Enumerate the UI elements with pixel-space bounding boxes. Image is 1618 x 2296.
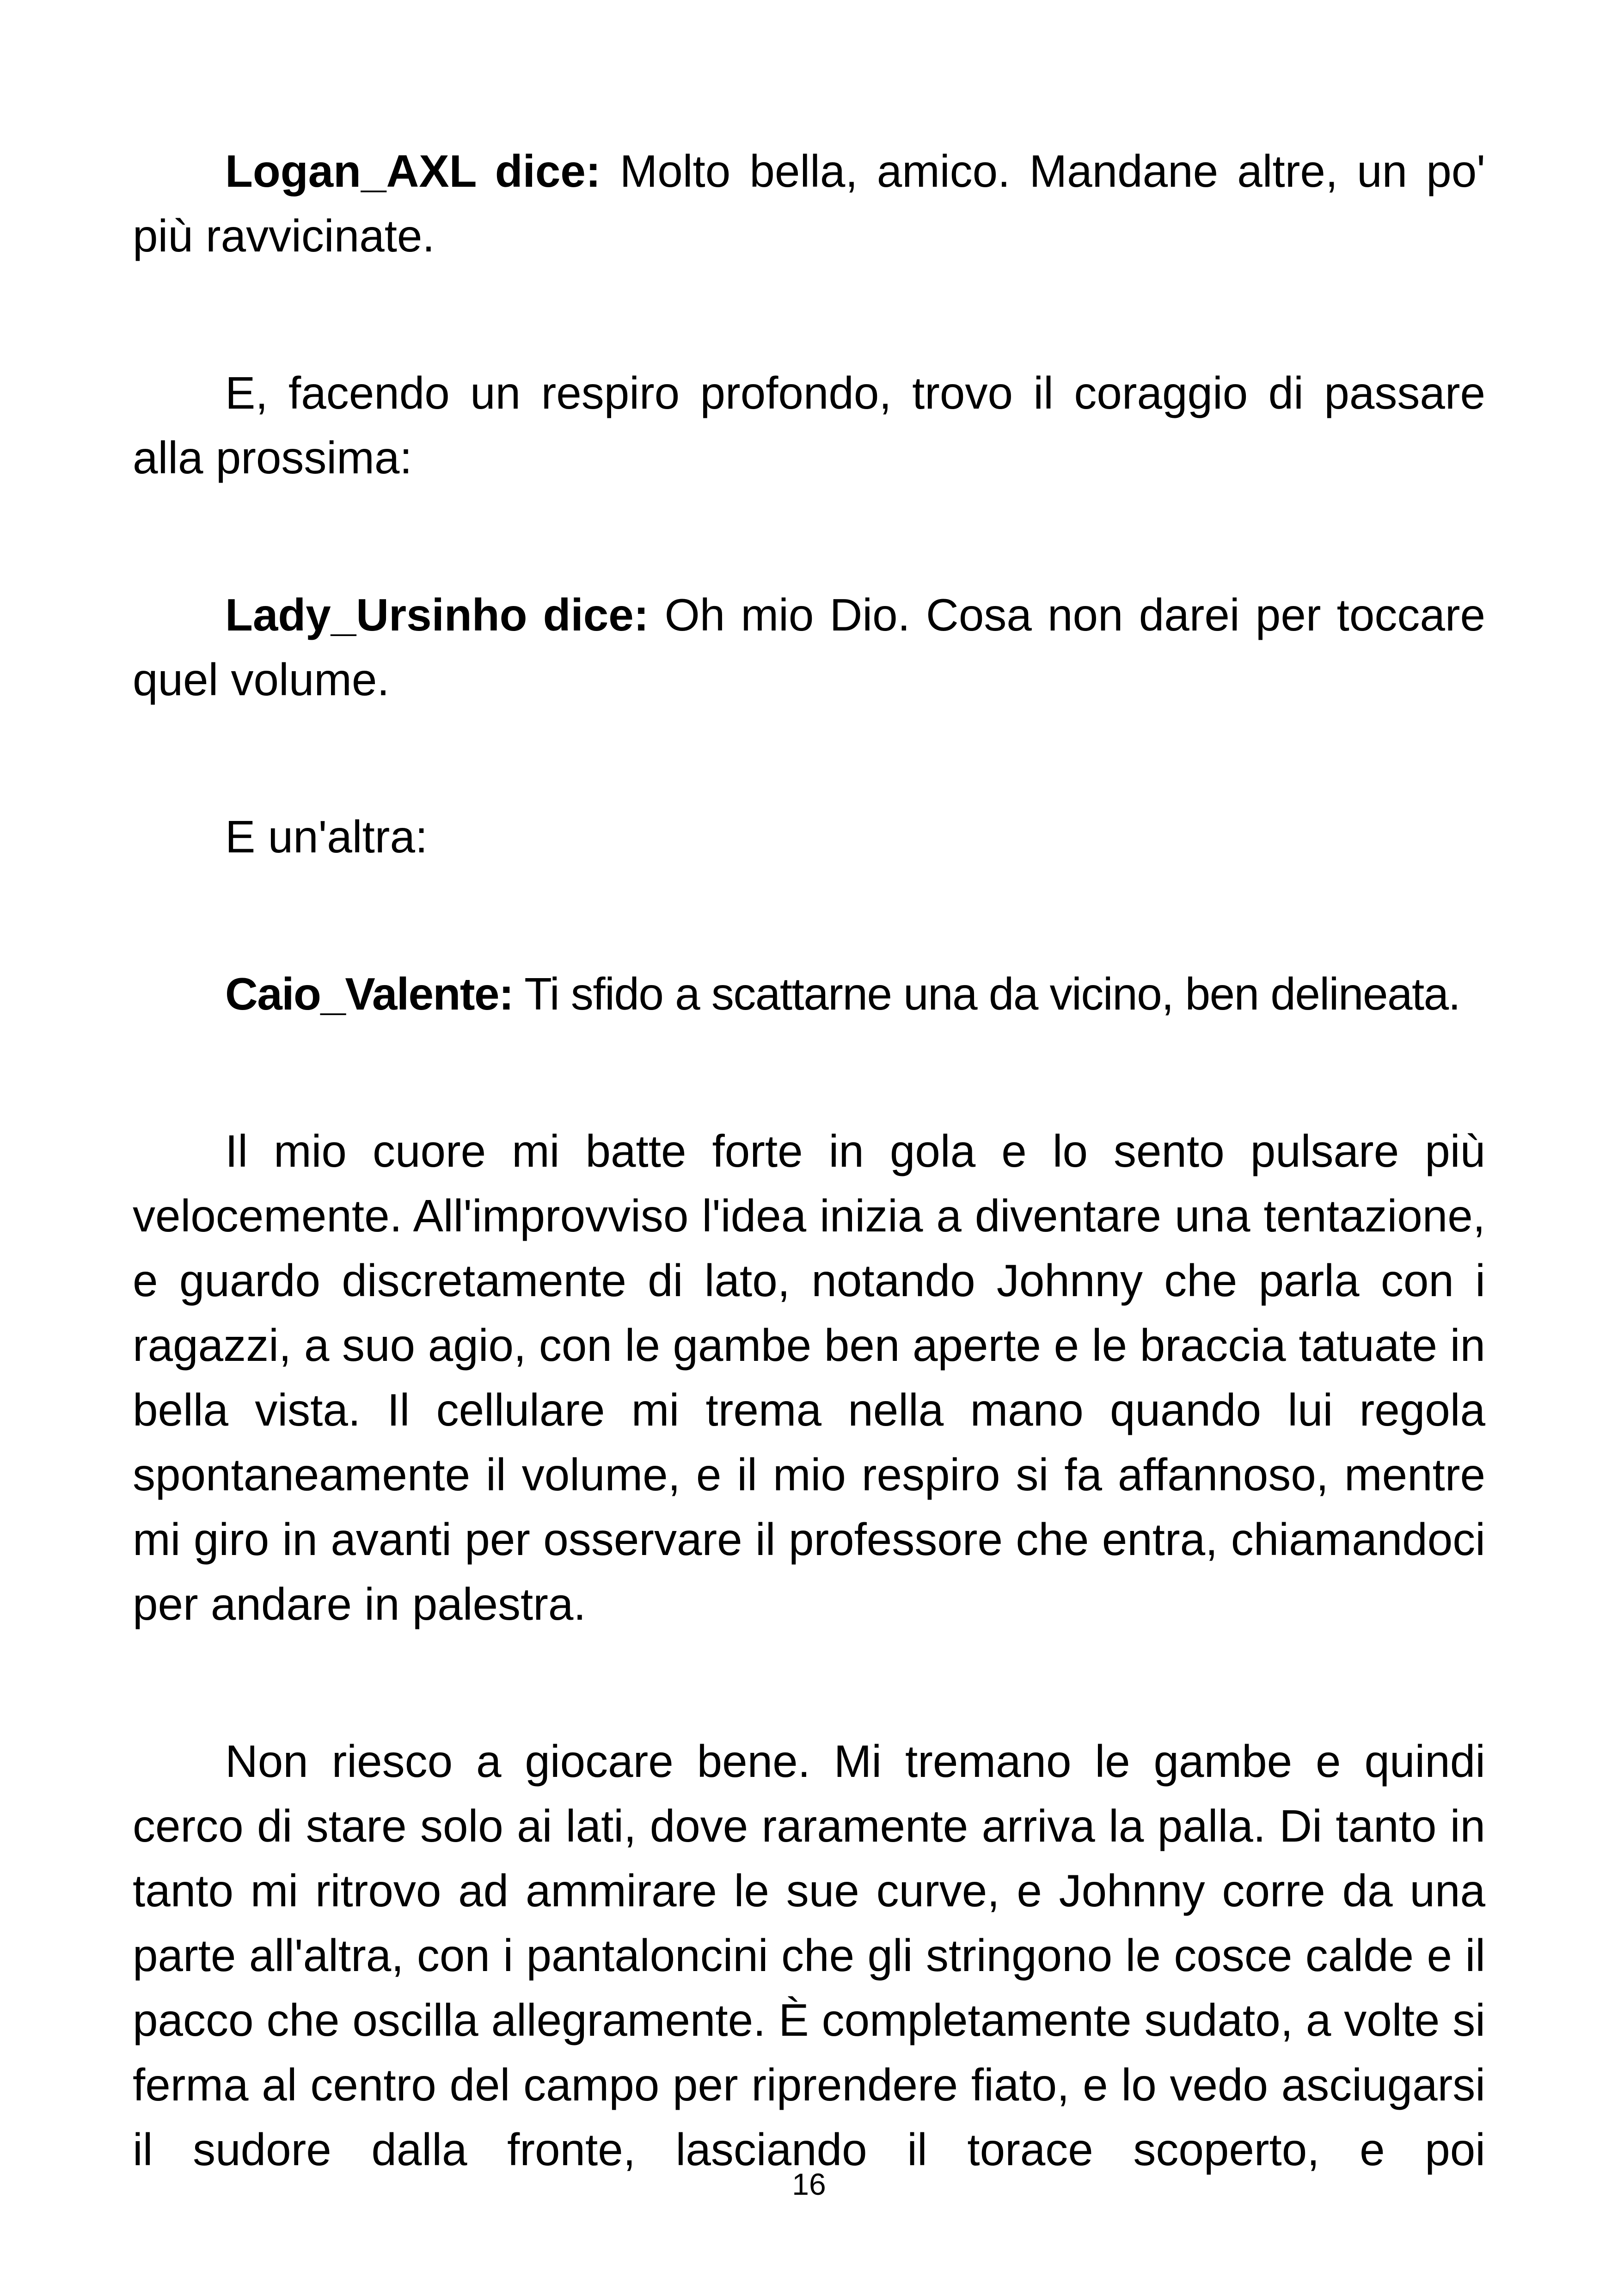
paragraph-text: Non riesco a giocare bene. Mi tremano le gambe e quindi cerco di stare solo ai lati, dove raramente arriva la palla. Di tanto in tanto mi ritrovo ad ammirare le sue curve, e Johnny corre da una parte all'altra, con i pantaloncini che gli stringono le cosce calde e il pacco che oscilla allegramente. È completamente sudato, a volte si ferma al centro del campo per riprendere fiato, e lo vedo asciugarsi il sudore dalla fronte, lasciando il torace scoperto, e poi <box>133 1736 1485 2175</box>
paragraph-text: Oh mio Dio. Cosa non darei per toccare quel volume. <box>133 589 1486 705</box>
speaker-name: Lady_Ursinho dice: <box>225 589 649 640</box>
narrative-paragraph <box>133 361 1485 490</box>
dialogue-paragraph-caio <box>133 961 1485 1026</box>
dialogue-paragraph-logan <box>133 139 1485 268</box>
page-number: 16 <box>792 2167 826 2201</box>
paragraph-text: Ti sfido a scattarne una da vicino, ben delineata. <box>513 968 1460 1019</box>
speaker-name: Caio_Valente: <box>225 968 514 1019</box>
speaker-name: Logan_AXL dice: <box>225 146 601 196</box>
dialogue-paragraph-lady-ursinho <box>133 582 1485 712</box>
narrative-paragraph <box>133 1119 1485 1636</box>
document-page <box>133 139 1485 2182</box>
paragraph-text: Il mio cuore mi batte forte in gola e lo sento pulsare più velocemente. All'improvviso l'idea inizia a diventare una tentazione, e guardo discretamente di lato, notando Johnny che parla con i ragazzi, a suo agio, con le gambe ben aperte e le braccia tatuate in bella vista. Il cellulare mi trema nella mano quando lui regola spontaneamente il volume, e il mio respiro si fa affannoso, mentre mi giro in avanti per osservare il professore che entra, chiamandoci per andare in palestra. <box>133 1126 1485 1629</box>
paragraph-text: E, facendo un respiro profondo, trovo il coraggio di passare alla prossima: <box>133 367 1485 483</box>
paragraph-text: E un'altra: <box>225 811 428 862</box>
narrative-paragraph <box>133 1729 1485 2182</box>
paragraph-text: Molto bella, amico. Mandane altre, un po' più ravvicinate. <box>133 146 1485 261</box>
narrative-paragraph <box>133 804 1485 869</box>
